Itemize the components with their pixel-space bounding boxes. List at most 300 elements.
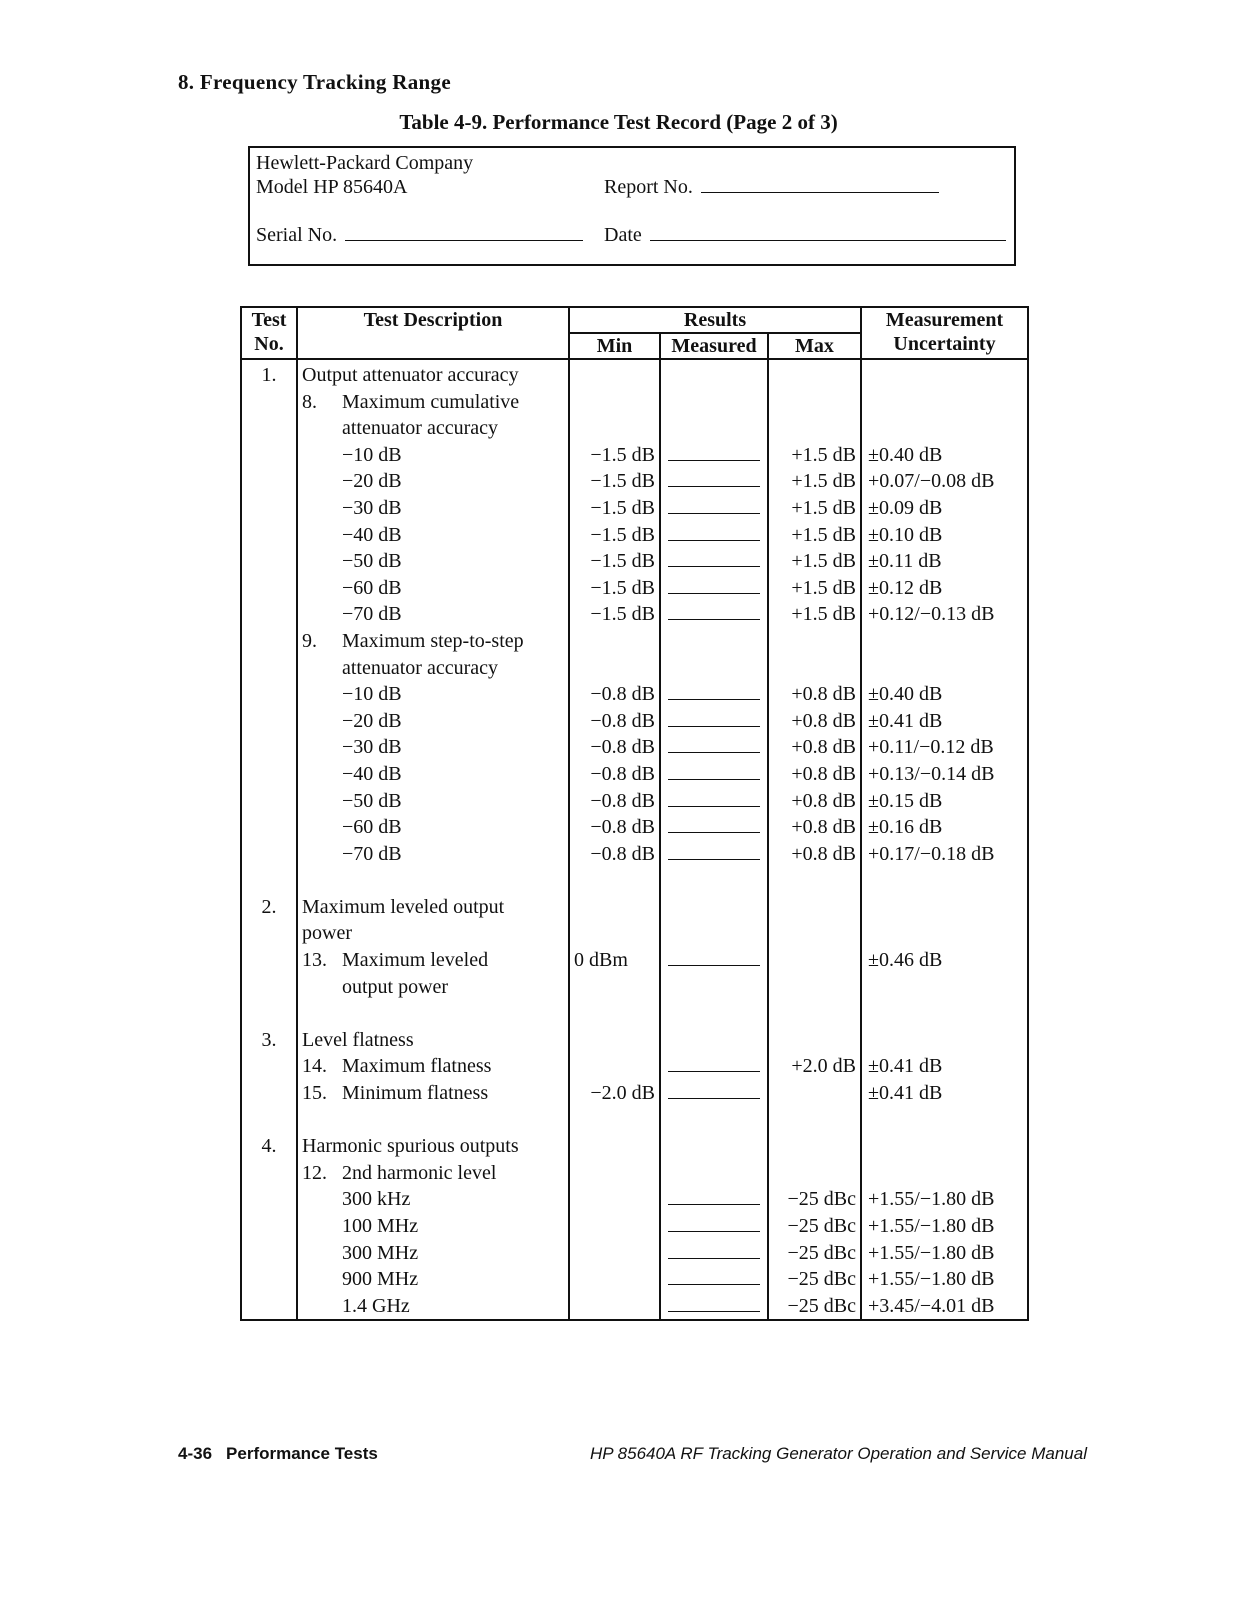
table-row <box>241 575 1028 602</box>
test-description-cell <box>297 1053 569 1080</box>
sub-item-description: −10 dB <box>342 683 402 706</box>
test-number-cell <box>241 974 297 1001</box>
test-description-cell <box>297 522 569 549</box>
test-number-cell <box>241 1000 297 1027</box>
table-row <box>241 1080 1028 1107</box>
max-limit-cell: +0.8 dB <box>768 761 861 788</box>
measured-value-blank[interactable] <box>668 1217 760 1232</box>
uncertainty-cell: ±0.11 dB <box>861 548 1028 575</box>
test-number-cell <box>241 655 297 682</box>
date-field[interactable] <box>604 224 1006 247</box>
uncertainty-cell: ±0.16 dB <box>861 814 1028 841</box>
uncertainty-cell: +1.55/−1.80 dB <box>861 1186 1028 1213</box>
uncertainty-cell <box>861 655 1028 682</box>
step-number: 12. <box>302 1161 327 1184</box>
test-number-cell <box>241 1266 297 1293</box>
sub-item-description: 900 MHz <box>342 1268 419 1291</box>
measured-cell <box>660 1213 768 1240</box>
min-limit-cell <box>569 1160 660 1187</box>
test-number-cell <box>241 761 297 788</box>
table-row <box>241 1186 1028 1213</box>
measured-cell <box>660 681 768 708</box>
header-max: Max <box>768 333 861 359</box>
max-limit-cell: +0.8 dB <box>768 734 861 761</box>
test-number-cell <box>241 788 297 815</box>
min-limit-cell <box>569 1053 660 1080</box>
measured-cell <box>660 389 768 416</box>
header-results: Results <box>569 307 861 333</box>
test-number-cell <box>241 628 297 655</box>
table-row <box>241 761 1028 788</box>
measured-value-blank[interactable] <box>668 845 760 860</box>
header-measured: Measured <box>660 333 768 359</box>
min-limit-cell: −0.8 dB <box>569 788 660 815</box>
measured-cell <box>660 734 768 761</box>
test-description-cell <box>297 655 569 682</box>
max-limit-cell <box>768 1133 861 1160</box>
test-description-cell <box>297 814 569 841</box>
max-limit-cell: +1.5 dB <box>768 442 861 469</box>
min-limit-cell: −1.5 dB <box>569 548 660 575</box>
sub-item-description: −50 dB <box>342 550 402 573</box>
min-limit-cell: −1.5 dB <box>569 575 660 602</box>
uncertainty-cell <box>861 1027 1028 1054</box>
table-row <box>241 1000 1028 1027</box>
table-row <box>241 841 1028 868</box>
test-number-cell <box>241 1107 297 1134</box>
measured-cell <box>660 920 768 947</box>
uncertainty-cell: +0.17/−0.18 dB <box>861 841 1028 868</box>
measured-cell <box>660 655 768 682</box>
sub-item-description: −30 dB <box>342 736 402 759</box>
uncertainty-cell <box>861 1107 1028 1134</box>
step-number: 8. <box>302 390 317 413</box>
uncertainty-cell: +0.13/−0.14 dB <box>861 761 1028 788</box>
measured-value-blank[interactable] <box>668 765 760 780</box>
test-description-cell <box>297 389 569 416</box>
table-row <box>241 681 1028 708</box>
min-limit-cell <box>569 1000 660 1027</box>
test-number-cell: 4. <box>241 1133 297 1160</box>
uncertainty-cell: ±0.40 dB <box>861 681 1028 708</box>
measured-cell <box>660 522 768 549</box>
max-limit-cell: −25 dBc <box>768 1186 861 1213</box>
uncertainty-cell: +1.55/−1.80 dB <box>861 1266 1028 1293</box>
measured-cell <box>660 442 768 469</box>
measured-value-blank[interactable] <box>668 685 760 700</box>
measured-cell <box>660 1293 768 1321</box>
test-number-cell <box>241 681 297 708</box>
uncertainty-cell: +3.45/−4.01 dB <box>861 1293 1028 1321</box>
uncertainty-cell <box>861 1133 1028 1160</box>
measured-cell <box>660 1000 768 1027</box>
test-description-cell <box>297 1213 569 1240</box>
min-limit-cell <box>569 359 660 389</box>
test-description-cell <box>297 1293 569 1321</box>
max-limit-cell <box>768 359 861 389</box>
min-limit-cell <box>569 1213 660 1240</box>
max-limit-cell: +1.5 dB <box>768 495 861 522</box>
table-row <box>241 1293 1028 1321</box>
page-number: 4-36 <box>178 1444 213 1463</box>
max-limit-cell <box>768 1080 861 1107</box>
uncertainty-cell: ±0.12 dB <box>861 575 1028 602</box>
table-row <box>241 548 1028 575</box>
table-row <box>241 788 1028 815</box>
test-description-cell <box>297 681 569 708</box>
test-description-cell: Harmonic spurious outputs <box>297 1133 569 1160</box>
measured-value-blank[interactable] <box>668 1084 760 1099</box>
min-limit-cell: 0 dBm <box>569 947 660 974</box>
test-number-cell <box>241 1186 297 1213</box>
table-row <box>241 468 1028 495</box>
uncertainty-cell <box>861 415 1028 442</box>
serial-no-field[interactable] <box>256 224 583 247</box>
test-number-cell <box>241 601 297 628</box>
min-limit-cell: −1.5 dB <box>569 468 660 495</box>
measured-value-blank[interactable] <box>668 1190 760 1205</box>
min-limit-cell <box>569 894 660 921</box>
measured-value-blank[interactable] <box>668 446 760 461</box>
test-number-cell <box>241 575 297 602</box>
min-limit-cell: −0.8 dB <box>569 708 660 735</box>
measured-cell <box>660 575 768 602</box>
measured-value-blank[interactable] <box>668 499 760 514</box>
table-row <box>241 708 1028 735</box>
test-number-cell <box>241 947 297 974</box>
test-description-cell: Level flatness <box>297 1027 569 1054</box>
uncertainty-cell: +0.12/−0.13 dB <box>861 601 1028 628</box>
test-number-cell <box>241 495 297 522</box>
step-number: 15. <box>302 1082 327 1105</box>
uncertainty-cell: ±0.41 dB <box>861 1080 1028 1107</box>
measured-cell <box>660 601 768 628</box>
uncertainty-cell: ±0.46 dB <box>861 947 1028 974</box>
test-number-cell <box>241 920 297 947</box>
min-limit-cell <box>569 1266 660 1293</box>
measured-value-blank[interactable] <box>668 712 760 727</box>
sub-item-description: attenuator accuracy <box>342 656 499 679</box>
measured-cell <box>660 761 768 788</box>
table-row <box>241 495 1028 522</box>
measured-value-blank[interactable] <box>668 1057 760 1072</box>
test-description-cell <box>297 867 569 894</box>
uncertainty-cell: ±0.41 dB <box>861 1053 1028 1080</box>
measured-value-blank[interactable] <box>668 1297 760 1312</box>
test-number-cell <box>241 841 297 868</box>
sub-item-description: 100 MHz <box>342 1215 419 1237</box>
max-limit-cell <box>768 1027 861 1054</box>
measured-value-blank[interactable] <box>668 472 760 487</box>
min-limit-cell: −1.5 dB <box>569 442 660 469</box>
measured-cell <box>660 867 768 894</box>
test-description-cell <box>297 468 569 495</box>
table-row <box>241 1213 1028 1240</box>
measured-value-blank[interactable] <box>668 605 760 620</box>
measured-value-blank[interactable] <box>668 552 760 567</box>
header-test-no: Test No. <box>241 307 297 359</box>
max-limit-cell <box>768 894 861 921</box>
test-number-cell: 1. <box>241 359 297 389</box>
performance-test-record-table <box>240 306 1029 1321</box>
test-description-cell <box>297 1266 569 1293</box>
min-limit-cell <box>569 974 660 1001</box>
record-header-box <box>248 146 1016 266</box>
date-label: Date <box>604 224 642 246</box>
max-limit-cell <box>768 655 861 682</box>
company-name: Hewlett-Packard Company <box>256 152 474 174</box>
step-number: 13. <box>302 949 327 972</box>
sub-item-description: output power <box>342 975 449 998</box>
sub-item-description: −40 dB <box>342 762 402 785</box>
report-no-blank[interactable] <box>701 178 939 193</box>
table-row <box>241 1133 1028 1160</box>
test-description-cell <box>297 1240 569 1267</box>
footer-left <box>178 1444 378 1464</box>
uncertainty-cell <box>861 920 1028 947</box>
min-limit-cell <box>569 1107 660 1134</box>
max-limit-cell <box>768 415 861 442</box>
test-description-cell <box>297 1000 569 1027</box>
max-limit-cell: +1.5 dB <box>768 522 861 549</box>
sub-item-description: 300 kHz <box>342 1188 411 1211</box>
table-row <box>241 1160 1028 1187</box>
max-limit-cell <box>768 1107 861 1134</box>
measured-cell <box>660 1133 768 1160</box>
min-limit-cell <box>569 867 660 894</box>
footer-section: Performance Tests <box>226 1444 378 1463</box>
measured-cell <box>660 1240 768 1267</box>
test-description-cell <box>297 708 569 735</box>
test-number-cell <box>241 442 297 469</box>
test-description-cell <box>297 974 569 1001</box>
table-row <box>241 389 1028 416</box>
min-limit-cell: −1.5 dB <box>569 601 660 628</box>
measured-value-blank[interactable] <box>668 526 760 541</box>
test-number-cell <box>241 814 297 841</box>
uncertainty-cell: ±0.15 dB <box>861 788 1028 815</box>
test-number-cell <box>241 1293 297 1321</box>
measured-value-blank[interactable] <box>668 579 760 594</box>
serial-no-blank[interactable] <box>345 226 583 241</box>
test-description-cell <box>297 1186 569 1213</box>
table-row <box>241 601 1028 628</box>
table-row <box>241 734 1028 761</box>
step-description: Maximum cumulative <box>342 390 520 413</box>
record-rows <box>241 359 1028 1320</box>
uncertainty-cell <box>861 628 1028 655</box>
test-description-cell <box>297 415 569 442</box>
date-blank[interactable] <box>650 226 1006 241</box>
measured-cell <box>660 947 768 974</box>
test-description-cell <box>297 947 569 974</box>
measured-cell <box>660 1160 768 1187</box>
test-number-cell <box>241 734 297 761</box>
measured-cell <box>660 1027 768 1054</box>
max-limit-cell <box>768 1160 861 1187</box>
max-limit-cell <box>768 1000 861 1027</box>
test-number-cell <box>241 415 297 442</box>
max-limit-cell: −25 dBc <box>768 1240 861 1267</box>
min-limit-cell: −0.8 dB <box>569 841 660 868</box>
measured-cell <box>660 814 768 841</box>
header-min: Min <box>569 333 660 359</box>
measured-cell <box>660 708 768 735</box>
step-description: 2nd harmonic level <box>342 1161 497 1184</box>
max-limit-cell: −25 dBc <box>768 1266 861 1293</box>
min-limit-cell: −0.8 dB <box>569 814 660 841</box>
max-limit-cell: +0.8 dB <box>768 788 861 815</box>
section-title: 8. Frequency Tracking Range <box>178 70 451 94</box>
measured-cell <box>660 974 768 1001</box>
test-description-cell <box>297 628 569 655</box>
measured-cell <box>660 495 768 522</box>
table-row <box>241 359 1028 389</box>
max-limit-cell: +1.5 dB <box>768 468 861 495</box>
step-description: Maximum step-to-step <box>342 629 524 652</box>
min-limit-cell: −2.0 dB <box>569 1080 660 1107</box>
max-limit-cell <box>768 974 861 1001</box>
table-row <box>241 655 1028 682</box>
test-number-cell <box>241 1213 297 1240</box>
table-row <box>241 522 1028 549</box>
test-number-cell <box>241 1053 297 1080</box>
min-limit-cell <box>569 1133 660 1160</box>
test-number-cell <box>241 468 297 495</box>
test-number-cell <box>241 548 297 575</box>
footer-manual-title: HP 85640A RF Tracking Generator Operation and Service Manual <box>589 1444 1087 1463</box>
test-description-cell <box>297 788 569 815</box>
test-description-cell: Maximum leveled output <box>297 894 569 921</box>
table-row <box>241 1266 1028 1293</box>
table-caption: Table 4-9. Performance Test Record (Page 2 of 3) <box>399 110 838 134</box>
min-limit-cell: −1.5 dB <box>569 522 660 549</box>
measured-value-blank[interactable] <box>668 738 760 753</box>
uncertainty-cell: +1.55/−1.80 dB <box>861 1240 1028 1267</box>
uncertainty-cell <box>861 1000 1028 1027</box>
table-row <box>241 974 1028 1001</box>
test-number-cell <box>241 1240 297 1267</box>
max-limit-cell <box>768 628 861 655</box>
header-test-description: Test Description <box>297 307 569 359</box>
min-limit-cell <box>569 1186 660 1213</box>
report-no-field[interactable] <box>604 176 939 199</box>
sub-item-description: attenuator accuracy <box>342 417 499 440</box>
max-limit-cell <box>768 947 861 974</box>
table-row <box>241 867 1028 894</box>
max-limit-cell <box>768 867 861 894</box>
measured-value-blank[interactable] <box>668 951 760 966</box>
test-description-cell <box>297 548 569 575</box>
sub-item-description: −70 dB <box>342 842 402 865</box>
measured-cell <box>660 1080 768 1107</box>
test-description-cell <box>297 442 569 469</box>
table-row <box>241 415 1028 442</box>
step-description: Minimum flatness <box>342 1082 489 1105</box>
table-row <box>241 1107 1028 1134</box>
uncertainty-cell <box>861 359 1028 389</box>
table-row <box>241 1240 1028 1267</box>
min-limit-cell: −0.8 dB <box>569 761 660 788</box>
sub-item-description: 1.4 GHz <box>342 1294 410 1317</box>
step-description: Maximum flatness <box>342 1055 492 1078</box>
measured-cell <box>660 359 768 389</box>
measured-cell <box>660 1053 768 1080</box>
min-limit-cell <box>569 1027 660 1054</box>
test-description-cell <box>297 1107 569 1134</box>
test-description-cell <box>297 841 569 868</box>
uncertainty-cell: ±0.40 dB <box>861 442 1028 469</box>
measured-cell <box>660 1107 768 1134</box>
uncertainty-cell <box>861 867 1028 894</box>
max-limit-cell: +0.8 dB <box>768 841 861 868</box>
table-row <box>241 442 1028 469</box>
test-description-cell <box>297 601 569 628</box>
step-number: 14. <box>302 1055 327 1078</box>
test-number-cell <box>241 389 297 416</box>
max-limit-cell <box>768 920 861 947</box>
measured-value-blank[interactable] <box>668 818 760 833</box>
measured-cell <box>660 788 768 815</box>
sub-item-description: −70 dB <box>342 603 402 626</box>
test-number-cell <box>241 1160 297 1187</box>
measured-value-blank[interactable] <box>668 792 760 807</box>
min-limit-cell <box>569 655 660 682</box>
table-row <box>241 894 1028 921</box>
uncertainty-cell <box>861 1160 1028 1187</box>
uncertainty-cell <box>861 974 1028 1001</box>
max-limit-cell: +1.5 dB <box>768 575 861 602</box>
max-limit-cell: +0.8 dB <box>768 681 861 708</box>
measured-cell <box>660 1186 768 1213</box>
measured-value-blank[interactable] <box>668 1244 760 1259</box>
header-measurement-uncertainty: Measurement Uncertainty <box>861 307 1028 359</box>
test-description-cell <box>297 1080 569 1107</box>
serial-no-label: Serial No. <box>256 224 338 246</box>
table-row <box>241 1027 1028 1054</box>
sub-item-description: −60 dB <box>342 576 402 599</box>
table-row <box>241 920 1028 947</box>
table-row <box>241 628 1028 655</box>
test-number-cell <box>241 708 297 735</box>
model-label: Model HP 85640A <box>256 176 408 198</box>
min-limit-cell <box>569 920 660 947</box>
test-description-cell <box>297 734 569 761</box>
max-limit-cell: +0.8 dB <box>768 708 861 735</box>
measured-cell <box>660 841 768 868</box>
measured-cell <box>660 548 768 575</box>
min-limit-cell: −0.8 dB <box>569 681 660 708</box>
max-limit-cell <box>768 389 861 416</box>
uncertainty-cell: +0.11/−0.12 dB <box>861 734 1028 761</box>
table-row <box>241 947 1028 974</box>
min-limit-cell <box>569 415 660 442</box>
test-description-cell: power <box>297 920 569 947</box>
measured-value-blank[interactable] <box>668 1270 760 1285</box>
min-limit-cell: −1.5 dB <box>569 495 660 522</box>
step-number: 9. <box>302 629 317 652</box>
test-number-cell: 3. <box>241 1027 297 1054</box>
measured-cell <box>660 628 768 655</box>
sub-item-description: −60 dB <box>342 816 402 839</box>
test-description-cell <box>297 575 569 602</box>
min-limit-cell <box>569 389 660 416</box>
test-number-cell <box>241 522 297 549</box>
measured-cell <box>660 894 768 921</box>
max-limit-cell: +1.5 dB <box>768 601 861 628</box>
sub-item-description: −20 dB <box>342 709 402 732</box>
sub-item-description: 300 MHz <box>342 1241 419 1264</box>
